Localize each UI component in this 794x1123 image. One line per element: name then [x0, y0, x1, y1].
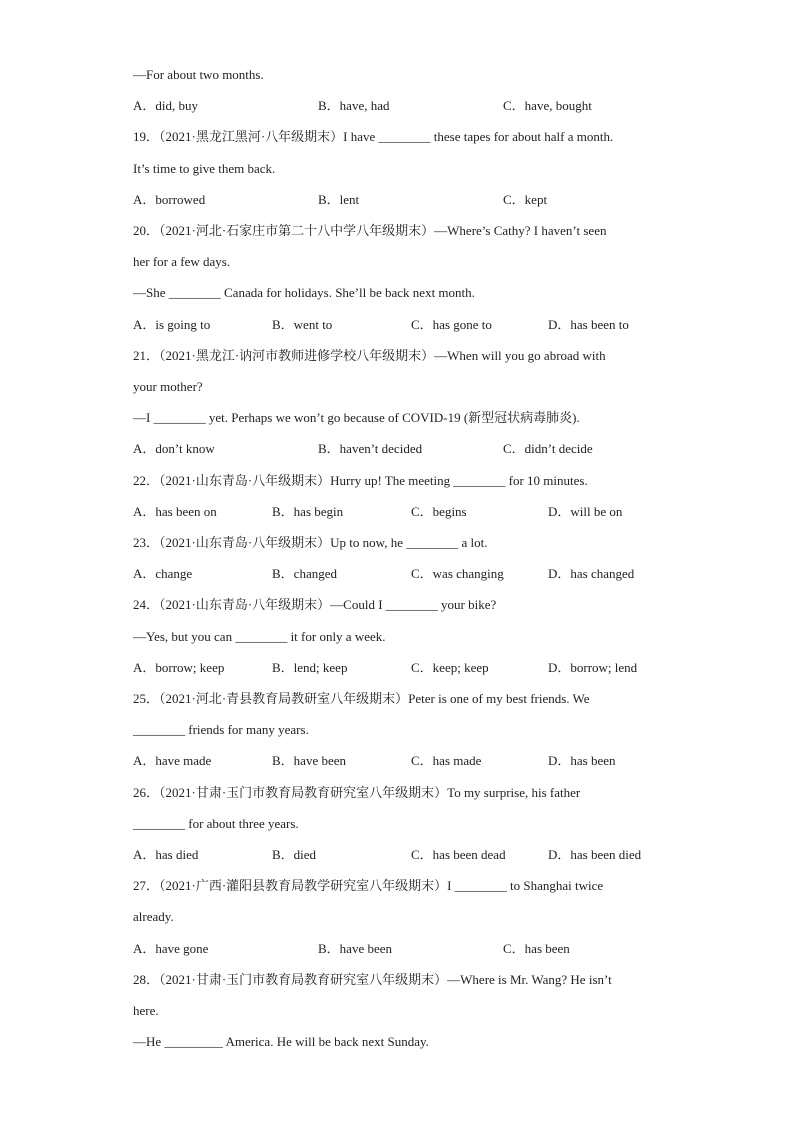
text-line: 20．（2021·河北·石家庄市第二十八中学八年级期末）—Where’s Cathy? I haven’t seen: [133, 223, 607, 238]
text-line: —Yes, but you can ________ it for only a week.: [133, 628, 386, 644]
answer-option: B．went to: [272, 316, 333, 332]
answer-option: A．have made: [133, 753, 212, 769]
text-line: your mother?: [133, 379, 203, 394]
answer-option: A．don’t know: [133, 441, 215, 457]
option-row: [133, 938, 673, 960]
text-line: already.: [133, 909, 174, 925]
answer-option: B．have, had: [318, 98, 390, 114]
answer-option: C．was changing: [411, 566, 504, 582]
text-line: 25．（2021·河北·青县教育局教研室八年级期末）Peter is one of my best friends. We: [133, 691, 590, 706]
answer-option: D．has been died: [548, 847, 642, 862]
answer-option: C．has gone to: [411, 316, 492, 332]
answer-option: D．borrow; lend: [548, 659, 638, 675]
text-line: 19．（2021·黑龙江黑河·八年级期末）I have ________ these tapes for about half a month.: [133, 129, 614, 145]
answer-option: A．have gone: [133, 940, 209, 956]
answer-option: B．has begin: [272, 503, 344, 519]
answer-option: A．is going to: [133, 316, 211, 332]
answer-option: A．has been on: [133, 503, 217, 519]
answer-option: B．have been: [318, 940, 393, 956]
text-line: 28．（2021·甘肃·玉门市教育局教育研究室八年级期末）—Where is Mr. Wang? He isn’t: [133, 971, 612, 987]
answer-option: C．has been dead: [411, 847, 506, 862]
answer-option: C．have, bought: [503, 98, 592, 114]
option-row: [133, 438, 673, 460]
option-row: [133, 657, 673, 679]
option-row: [133, 95, 673, 117]
answer-option: D．has been to: [548, 316, 629, 332]
option-row: [133, 844, 673, 866]
text-line: here.: [133, 1003, 159, 1018]
option-row: [133, 750, 673, 772]
answer-option: B．haven’t decided: [318, 441, 423, 457]
option-row: [133, 189, 673, 211]
answer-option: B．have been: [272, 753, 347, 769]
text-line: It’s time to give them back.: [133, 160, 276, 176]
answer-option: B．lent: [318, 191, 360, 207]
option-row: [133, 314, 673, 336]
answer-option: C．has been: [503, 940, 570, 956]
answer-option: C．has made: [411, 753, 482, 769]
answer-option: D．has changed: [548, 566, 635, 582]
text-line: —For about two months.: [133, 67, 264, 82]
answer-option: C．keep; keep: [411, 659, 489, 675]
option-row: [133, 563, 673, 585]
answer-option: C．kept: [503, 191, 548, 207]
text-line: 27．（2021·广西·灌阳县教育局教学研究室八年级期末）I ________ to Shanghai twice: [133, 878, 604, 894]
answer-option: D．will be on: [548, 503, 623, 519]
answer-option: B．changed: [272, 566, 337, 582]
answer-option: C．didn’t decide: [503, 441, 593, 457]
text-line: —He _________ America. He will be back next Sunday.: [133, 1034, 429, 1050]
answer-option: A．has died: [133, 847, 199, 862]
text-line: ________ friends for many years.: [133, 722, 309, 738]
answer-option: D．has been: [548, 753, 616, 769]
text-line: 22．（2021·山东青岛·八年级期末）Hurry up! The meeting ________ for 10 minutes.: [133, 472, 588, 488]
text-line: 24．（2021·山东青岛·八年级期末）—Could I ________ your bike?: [133, 597, 497, 613]
answer-option: B．died: [272, 847, 317, 862]
answer-option: A．change: [133, 566, 193, 582]
option-row: [133, 501, 673, 523]
text-line: —She ________ Canada for holidays. She’ll be back next month.: [133, 285, 475, 301]
text-line: 23．（2021·山东青岛·八年级期末）Up to now, he ________ a lot.: [133, 535, 488, 550]
answer-option: B．lend; keep: [272, 659, 348, 675]
answer-option: C．begins: [411, 503, 467, 519]
answer-option: A．borrowed: [133, 191, 206, 207]
text-line: 21．（2021·黑龙江·讷河市教师进修学校八年级期末）—When will you go abroad with: [133, 347, 606, 363]
answer-option: A．borrow; keep: [133, 659, 225, 675]
text-line: —I ________ yet. Perhaps we won’t go because of COVID-19 (新型冠状病毒肺炎).: [133, 410, 580, 426]
text-line: her for a few days.: [133, 254, 231, 270]
answer-option: A．did, buy: [133, 98, 199, 114]
text-line: ________ for about three years.: [133, 815, 299, 831]
text-line: 26．（2021·甘肃·玉门市教育局教育研究室八年级期末）To my surprise, his father: [133, 784, 581, 800]
